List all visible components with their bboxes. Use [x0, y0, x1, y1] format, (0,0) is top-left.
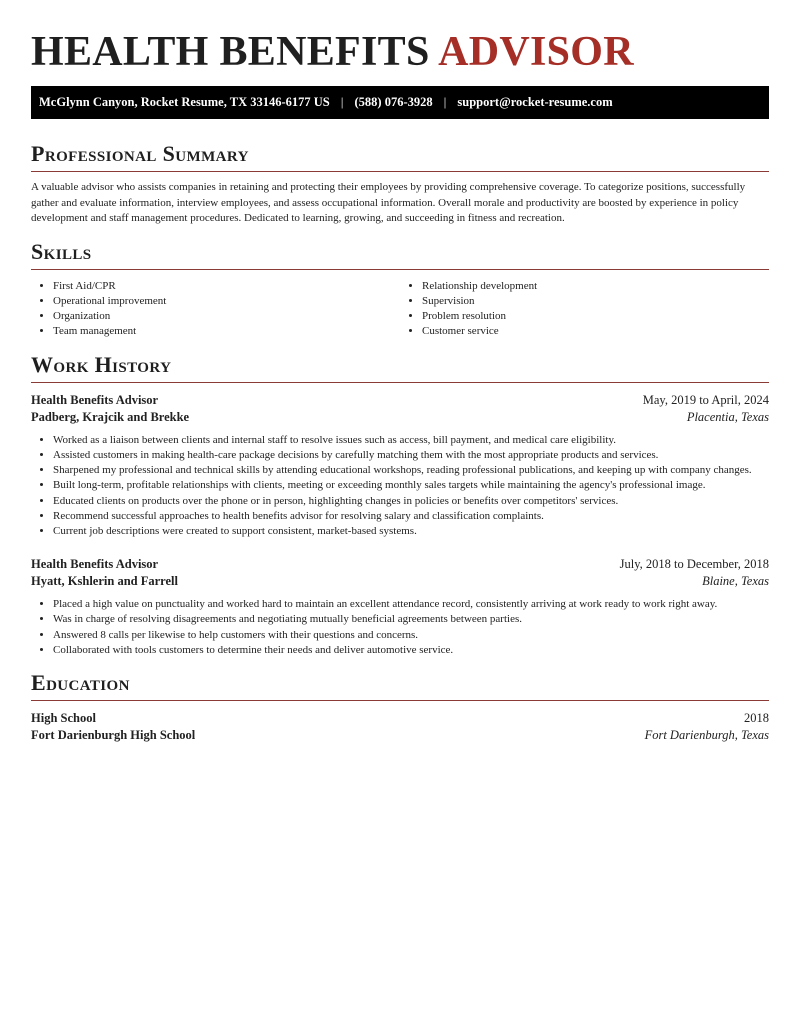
job-bullet: • Collaborated with tools customers to determine their needs and deliver automotive service. [53, 643, 769, 658]
section-divider [31, 269, 769, 270]
education-school: Fort Darienburgh High School [31, 727, 196, 742]
job-header-line [31, 556, 769, 573]
work-history-heading: Work History [31, 351, 172, 377]
job-bullet: • Current job descriptions were created to support consistent, market-based systems. [53, 524, 769, 539]
job-bullet: • Sharpened my professional and technical skills by attending educational workshops, reading professional publications, and keeping up with company changes. [53, 463, 769, 478]
section-divider [31, 171, 769, 172]
job-bullet: • Placed a high value on punctuality and worked hard to maintain an excellent attendance record, consistently arriving at work ready to work right away. [53, 597, 769, 612]
job-bullet: • Recommend successful approaches to health benefits advisor for resolving salary and classification complaints. [53, 509, 769, 524]
job-location: Placentia, Texas [686, 409, 769, 424]
skill-item: • Operational improvement [53, 294, 400, 309]
summary-heading: Professional Summary [31, 141, 249, 166]
job-dates: May, 2019 to April, 2024 [642, 392, 769, 407]
skills-columns [31, 279, 769, 340]
summary-text: A valuable advisor who assists companies in retaining and protecting their employees by providing comprehensive coverage. To categorize positions, successfully gather and evaluate information, interview employees, and assess occupational information. Overall morale and productivity are boosted by experience in policy development and staff management procedures. Dedicated to learning, growing, and succeeding in fitness and recreation. [31, 181, 746, 224]
skill-item: • First Aid/CPR [53, 279, 400, 294]
job-header-line [31, 392, 769, 409]
education-degree: High School [31, 710, 96, 725]
job-dates: July, 2018 to December, 2018 [619, 557, 769, 572]
job-bullet: • Educated clients on products over the phone or in person, highlighting changes in policies or benefits over competitors' services. [53, 494, 769, 509]
title-main: HEALTH BENEFITS [31, 29, 430, 75]
job-entry [31, 556, 769, 658]
job-bullet: • Assisted customers in making health-care package decisions by carefully matching them with the most appropriate products and services. [53, 448, 769, 463]
skills-list-left [31, 279, 400, 340]
skill-item: • Problem resolution [422, 309, 769, 324]
job-bullets [31, 433, 769, 539]
contact-email[interactable]: support@rocket-resume.com [457, 95, 613, 109]
job-title: Health Benefits Advisor [31, 557, 159, 572]
skill-item: • Team management [53, 324, 400, 339]
education-location: Fort Darienburgh, Texas [644, 727, 769, 742]
job-bullet: • Built long-term, profitable relationships with clients, meeting or exceeding monthly sales targets while maintaining the agency's professional image. [53, 478, 769, 493]
skill-item: • Relationship development [422, 279, 769, 294]
title-accent: ADVISOR [438, 29, 634, 75]
education-heading: Education [31, 669, 130, 695]
job-employer-line [31, 573, 769, 590]
skill-item: • Supervision [422, 294, 769, 309]
education-degree-line [31, 710, 769, 727]
section-divider [31, 382, 769, 383]
contact-separator: | [443, 95, 447, 109]
skills-section [31, 239, 769, 340]
job-bullet: • Answered 8 calls per likewise to help customers with their questions and concerns. [53, 628, 769, 643]
education-section [31, 670, 769, 744]
education-year: 2018 [744, 710, 769, 725]
skill-item: • Organization [53, 309, 400, 324]
job-bullets [31, 597, 769, 658]
summary-section [31, 141, 769, 227]
contact-separator: | [340, 95, 344, 109]
section-divider [31, 700, 769, 701]
skill-item: • Customer service [422, 324, 769, 339]
job-entry [31, 392, 769, 539]
job-bullet: • Was in charge of resolving disagreements and negotiating mutually beneficial agreements between parties. [53, 612, 769, 627]
job-title: Health Benefits Advisor [31, 392, 159, 407]
job-employer: Padberg, Krajcik and Brekke [31, 409, 190, 424]
job-employer-line [31, 409, 769, 426]
education-school-line [31, 727, 769, 744]
contact-phone: (588) 076-3928 [354, 95, 433, 109]
job-bullet: • Worked as a liaison between clients and internal staff to resolve issues such as access, bill payment, and medical care eligibility. [53, 433, 769, 448]
skills-list-right [400, 279, 769, 340]
resume-title [31, 0, 769, 76]
job-location: Blaine, Texas [702, 574, 769, 589]
contact-bar [31, 86, 769, 119]
job-employer: Hyatt, Kshlerin and Farrell [31, 574, 178, 589]
education-entry [31, 710, 769, 744]
contact-address: McGlynn Canyon, Rocket Resume, TX 33146-6177 US [39, 95, 330, 109]
skills-heading: Skills [31, 238, 92, 264]
work-history-section [31, 352, 769, 658]
